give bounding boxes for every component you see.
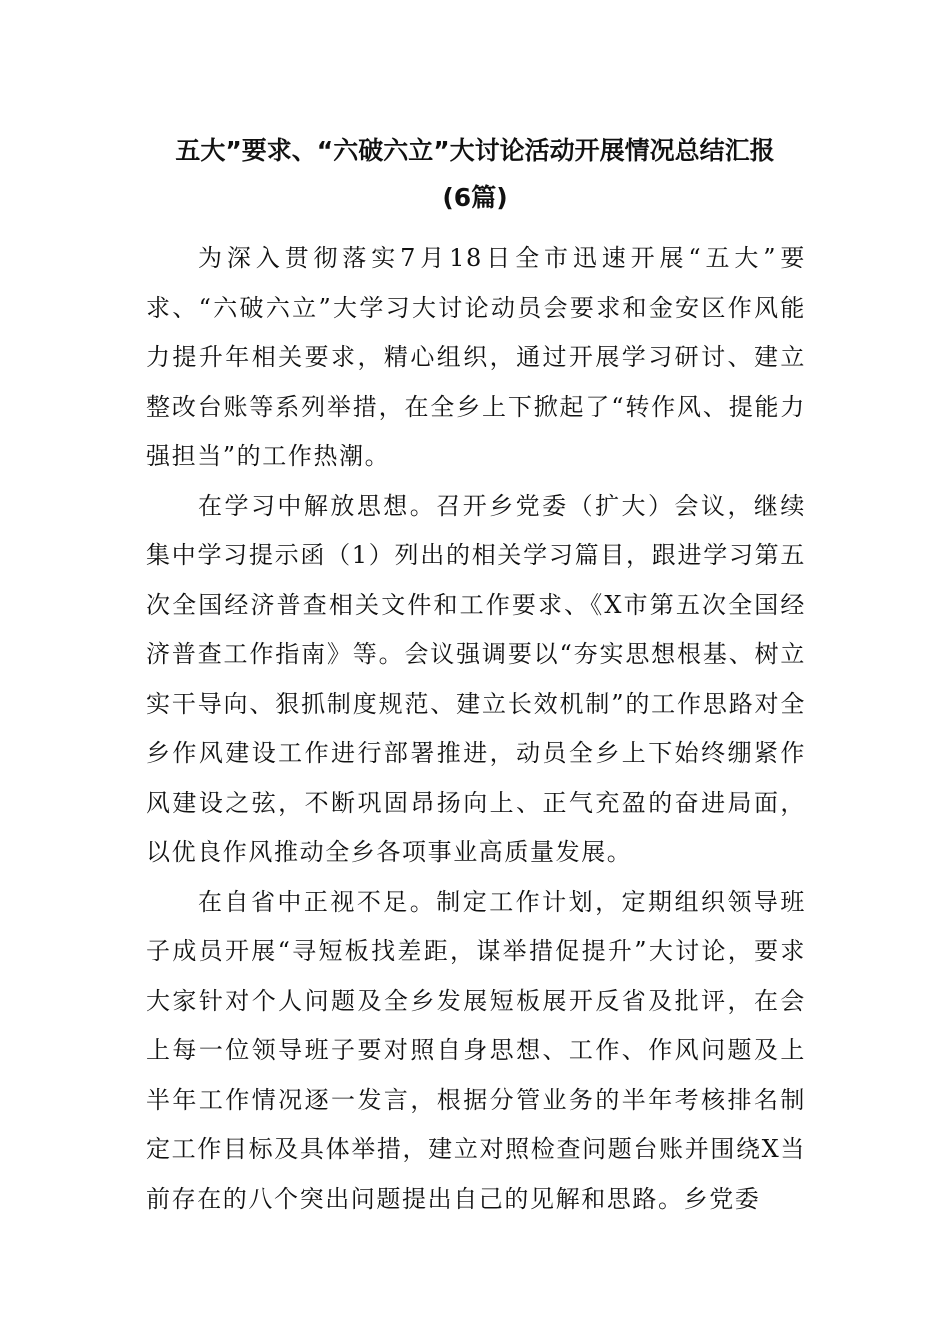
paragraph-reflection: 在自省中正视不足。制定工作计划，定期组织领导班子成员开展“寻短板找差距，谋举措促提升”大讨论，要求大家针对个人问题及全乡发展短板展开反省及批评，在会上每一位领导班子要对照自身思想、工作、作风问题及上半年工作情况逐一发言，根据分管业务的半年考核排名制定工作目标及具体举措，建立对照检查问题台账并围绕X当前存在的八个突出问题提出自己的见解和思路。乡党委 xyxy=(146,887,806,1213)
paragraph-intro: 为深入贯彻落实7月18日全市迅速开展“五大”要求、“六破六立”大学习大讨论动员会要求和金安区作风能力提升年相关要求，精心组织，通过开展学习研讨、建立整改台账等系列举措，在全乡上下掀起了“转作风、提能力强担当”的工作热潮。 xyxy=(146,244,806,470)
paragraph-study: 在学习中解放思想。召开乡党委（扩大）会议，继续集中学习提示函（1）列出的相关学习篇目，跟进学习第五次全国经济普查相关文件和工作要求、《X市第五次全国经济普查工作指南》等。会议强调要以“夯实思想根基、树立实干导向、狠抓制度规范、建立长效机制”的工作思路对全乡作风建设工作进行部署推进，动员全乡上下始终绷紧作风建设之弦，不断巩固昂扬向上、正气充盈的奋进局面，以优良作风推动全乡各项事业高质量发展。 xyxy=(146,491,806,866)
document-title: 五大”要求、“六破六立”大讨论活动开展情况总结汇报 xyxy=(175,136,775,165)
document-body xyxy=(146,234,806,1224)
document-subtitle: (6篇) xyxy=(442,183,508,212)
